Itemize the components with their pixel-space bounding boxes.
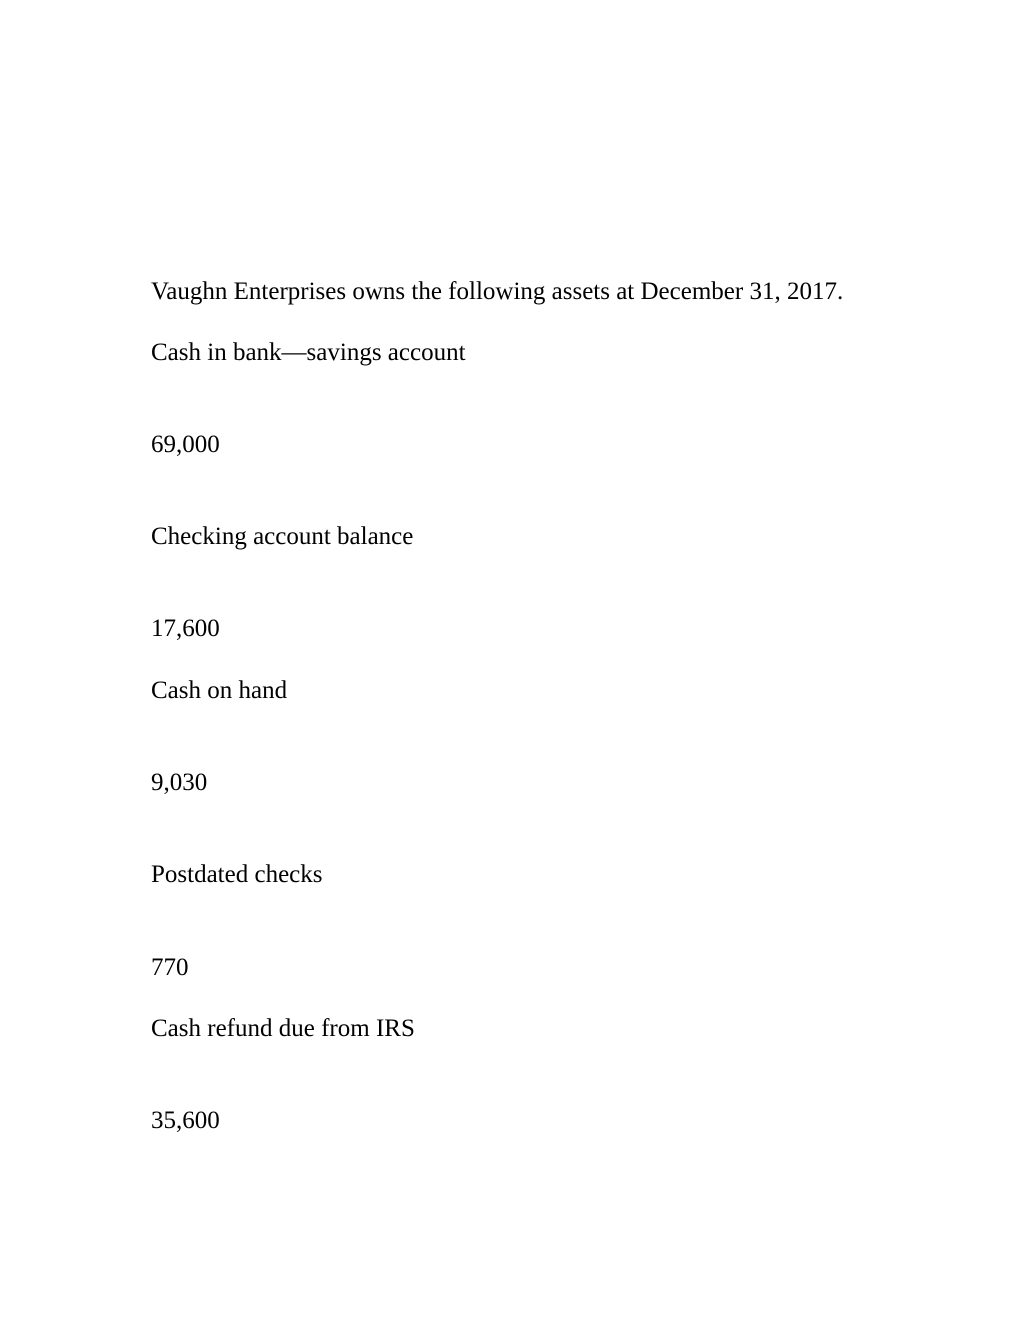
asset-amount-checking: 17,600 [151, 615, 220, 642]
asset-label-postdated-checks: Postdated checks [151, 861, 323, 888]
asset-amount-irs-refund: 35,600 [151, 1107, 220, 1134]
asset-label-irs-refund: Cash refund due from IRS [151, 1015, 415, 1042]
asset-amount-postdated-checks: 770 [151, 954, 189, 981]
asset-label-savings: Cash in bank—savings account [151, 339, 466, 366]
asset-amount-savings: 69,000 [151, 431, 220, 458]
asset-amount-cash-on-hand: 9,030 [151, 769, 208, 796]
intro-text: Vaughn Enterprises owns the following assets at December 31, 2017. [151, 278, 844, 305]
asset-label-cash-on-hand: Cash on hand [151, 677, 288, 704]
asset-label-checking: Checking account balance [151, 523, 414, 550]
